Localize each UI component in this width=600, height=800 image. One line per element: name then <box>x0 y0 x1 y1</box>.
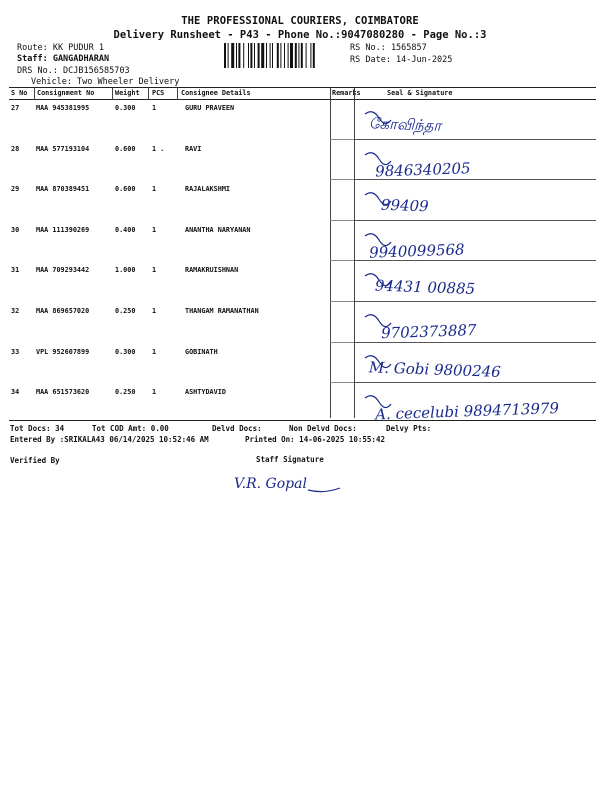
barcode-bar <box>301 43 303 68</box>
verified-by-label: Verified By <box>10 456 60 465</box>
entered-by: Entered By :SRIKALA43 06/14/2025 10:52:46 AM <box>10 435 209 444</box>
col-divider <box>34 88 35 100</box>
barcode-image <box>224 43 344 68</box>
barcode-bar <box>270 43 271 68</box>
row-weight: 0.300 <box>115 104 136 112</box>
row-weight: 0.250 <box>115 388 136 397</box>
table-header <box>9 89 596 99</box>
runsheet-subtitle: Delivery Runsheet - P43 - Phone No.:9047080280 - Page No.:3 <box>113 29 487 41</box>
col-consignment: Consignment No <box>37 89 95 97</box>
barcode-bar <box>284 43 285 68</box>
barcode-bar <box>261 43 264 68</box>
signature-text: 9702373887 <box>380 320 477 343</box>
delivered-docs: Delvd Docs: <box>212 424 262 433</box>
row-consignment-no: MAA 577193104 <box>36 144 90 153</box>
barcode-bar <box>236 43 237 68</box>
signature-text: 99409 <box>380 195 429 216</box>
barcode-bar <box>238 43 240 68</box>
row-consignee: RAJALAKSHMI <box>185 185 231 194</box>
signature-text: M. Gobi 9800246 <box>368 357 502 381</box>
row-consignment-no: MAA 945381995 <box>36 104 90 112</box>
handwritten-signature <box>355 388 596 428</box>
remarks-row-rule <box>330 301 354 302</box>
barcode-bar <box>228 43 229 68</box>
signature-text: A. cecelubi 9894713979 <box>374 399 560 424</box>
staff-signature-handwriting <box>228 466 358 496</box>
row-consignment-no: MAA 869657020 <box>36 307 90 315</box>
row-weight: 0.600 <box>115 185 136 194</box>
barcode-bar <box>272 43 273 68</box>
barcode-bar <box>290 43 293 68</box>
remarks-row-rule <box>330 139 354 140</box>
row-sno: 30 <box>11 225 20 234</box>
row-consignment-no: VPL 952607899 <box>36 347 90 356</box>
row-pcs: 1 <box>152 266 157 275</box>
row-consignee: THANGAM RAMANATHAN <box>185 307 259 315</box>
col-pcs: PCS <box>152 89 165 97</box>
barcode-bar <box>248 43 249 68</box>
rs-date: RS Date: 14-Jun-2025 <box>350 55 453 65</box>
barcode-bar <box>295 43 297 68</box>
row-sno: 29 <box>11 185 20 194</box>
handwritten-signature <box>355 226 596 266</box>
signature-text: கோவிந்தா <box>368 114 442 135</box>
row-consignment-no: MAA 709293442 <box>36 266 90 275</box>
handwritten-signature <box>355 266 596 306</box>
row-sno: 32 <box>11 307 20 315</box>
remarks-row-rule <box>330 220 354 221</box>
col-seal: Seal & Signature <box>387 89 453 97</box>
signature-text: 9846340205 <box>374 158 471 181</box>
barcode-bar <box>224 43 226 68</box>
handwritten-signature <box>355 185 596 225</box>
signature-text: 9940099568 <box>368 240 465 262</box>
row-consignment-no: MAA 111390269 <box>36 225 90 234</box>
vehicle-label: Vehicle: Two Wheeler Delivery <box>31 77 180 87</box>
handwritten-signature <box>355 145 596 185</box>
handwritten-signature <box>355 104 596 144</box>
staff-label: Staff: GANGADHARAN <box>17 54 110 64</box>
staff-signature-text: V.R. Gopal <box>234 476 307 492</box>
remarks-row-rule <box>330 260 354 261</box>
row-consignee: GOBINATH <box>185 347 218 356</box>
barcode-bar <box>243 43 244 68</box>
row-pcs: 1 <box>152 388 157 397</box>
barcode-bar <box>254 43 255 68</box>
row-pcs: 1 <box>152 225 157 234</box>
row-weight: 0.400 <box>115 225 136 234</box>
row-sno: 34 <box>11 388 20 397</box>
barcode-bar <box>310 43 311 68</box>
row-sno: 31 <box>11 266 20 275</box>
row-pcs: 1 . <box>152 144 165 153</box>
remarks-row-rule <box>330 342 354 343</box>
col-remarks: Remarks <box>332 89 361 97</box>
row-sno: 33 <box>11 347 20 356</box>
barcode-bar <box>231 43 234 68</box>
row-pcs: 1 <box>152 185 157 194</box>
row-consignee: ASHTYDAVID <box>185 388 226 397</box>
col-divider <box>148 88 149 100</box>
row-sno: 28 <box>11 144 20 153</box>
barcode-bar <box>277 43 279 68</box>
col-sno: S No <box>11 89 28 97</box>
row-weight: 0.250 <box>115 307 136 315</box>
col-weight: Weight <box>115 89 140 97</box>
row-consignee: ANANTHA NARYANAN <box>185 225 251 234</box>
handwritten-signature <box>355 307 596 347</box>
col-divider <box>177 88 178 100</box>
row-consignment-no: MAA 870389451 <box>36 185 90 194</box>
signature-text: 94431 00885 <box>374 276 476 299</box>
barcode-bar <box>250 43 252 68</box>
barcode-bar <box>288 43 289 68</box>
company-title: THE PROFESSIONAL COURIERS, COIMBATORE <box>181 15 419 27</box>
remarks-row-rule <box>330 382 354 383</box>
row-pcs: 1 <box>152 104 157 112</box>
row-consignee: GURU PRAVEEN <box>185 104 235 112</box>
row-pcs: 1 <box>152 347 157 356</box>
barcode-bar <box>280 43 281 68</box>
row-pcs: 1 <box>152 307 157 315</box>
barcode-bar <box>313 43 315 68</box>
col-consignee: Consignee Details <box>181 89 251 97</box>
row-consignment-no: MAA 651573620 <box>36 388 90 397</box>
barcode-bar <box>266 43 267 68</box>
total-docs: Tot Docs: 34 <box>10 424 65 433</box>
row-weight: 0.300 <box>115 347 136 356</box>
col-divider <box>112 88 113 100</box>
non-delivered-docs: Non Delvd Docs: <box>289 424 357 433</box>
remarks-row-rule <box>330 179 354 180</box>
barcode-bar <box>306 43 307 68</box>
rs-number: RS No.: 1565857 <box>350 43 427 53</box>
row-weight: 0.600 <box>115 144 136 153</box>
total-cod: Tot COD Amt: 0.00 <box>92 424 169 433</box>
barcode-bar <box>258 43 260 68</box>
row-consignee: RAVI <box>185 144 202 153</box>
barcode-bar <box>298 43 299 68</box>
row-sno: 27 <box>11 104 20 112</box>
drs-label: DRS No.: DCJB156585703 <box>17 66 130 76</box>
printed-on: Printed On: 14-06-2025 10:55:42 <box>245 435 385 444</box>
row-weight: 1.000 <box>115 266 136 275</box>
delivery-points: Delvy Pts: <box>386 424 432 433</box>
table-bottom-rule <box>9 420 596 421</box>
handwritten-signature <box>355 348 596 388</box>
header-top-rule <box>9 87 596 88</box>
row-consignee: RAMAKRUISHNAN <box>185 266 239 275</box>
route-label: Route: KK PUDUR 1 <box>17 43 104 53</box>
staff-signature-label: Staff Signature <box>256 455 324 464</box>
